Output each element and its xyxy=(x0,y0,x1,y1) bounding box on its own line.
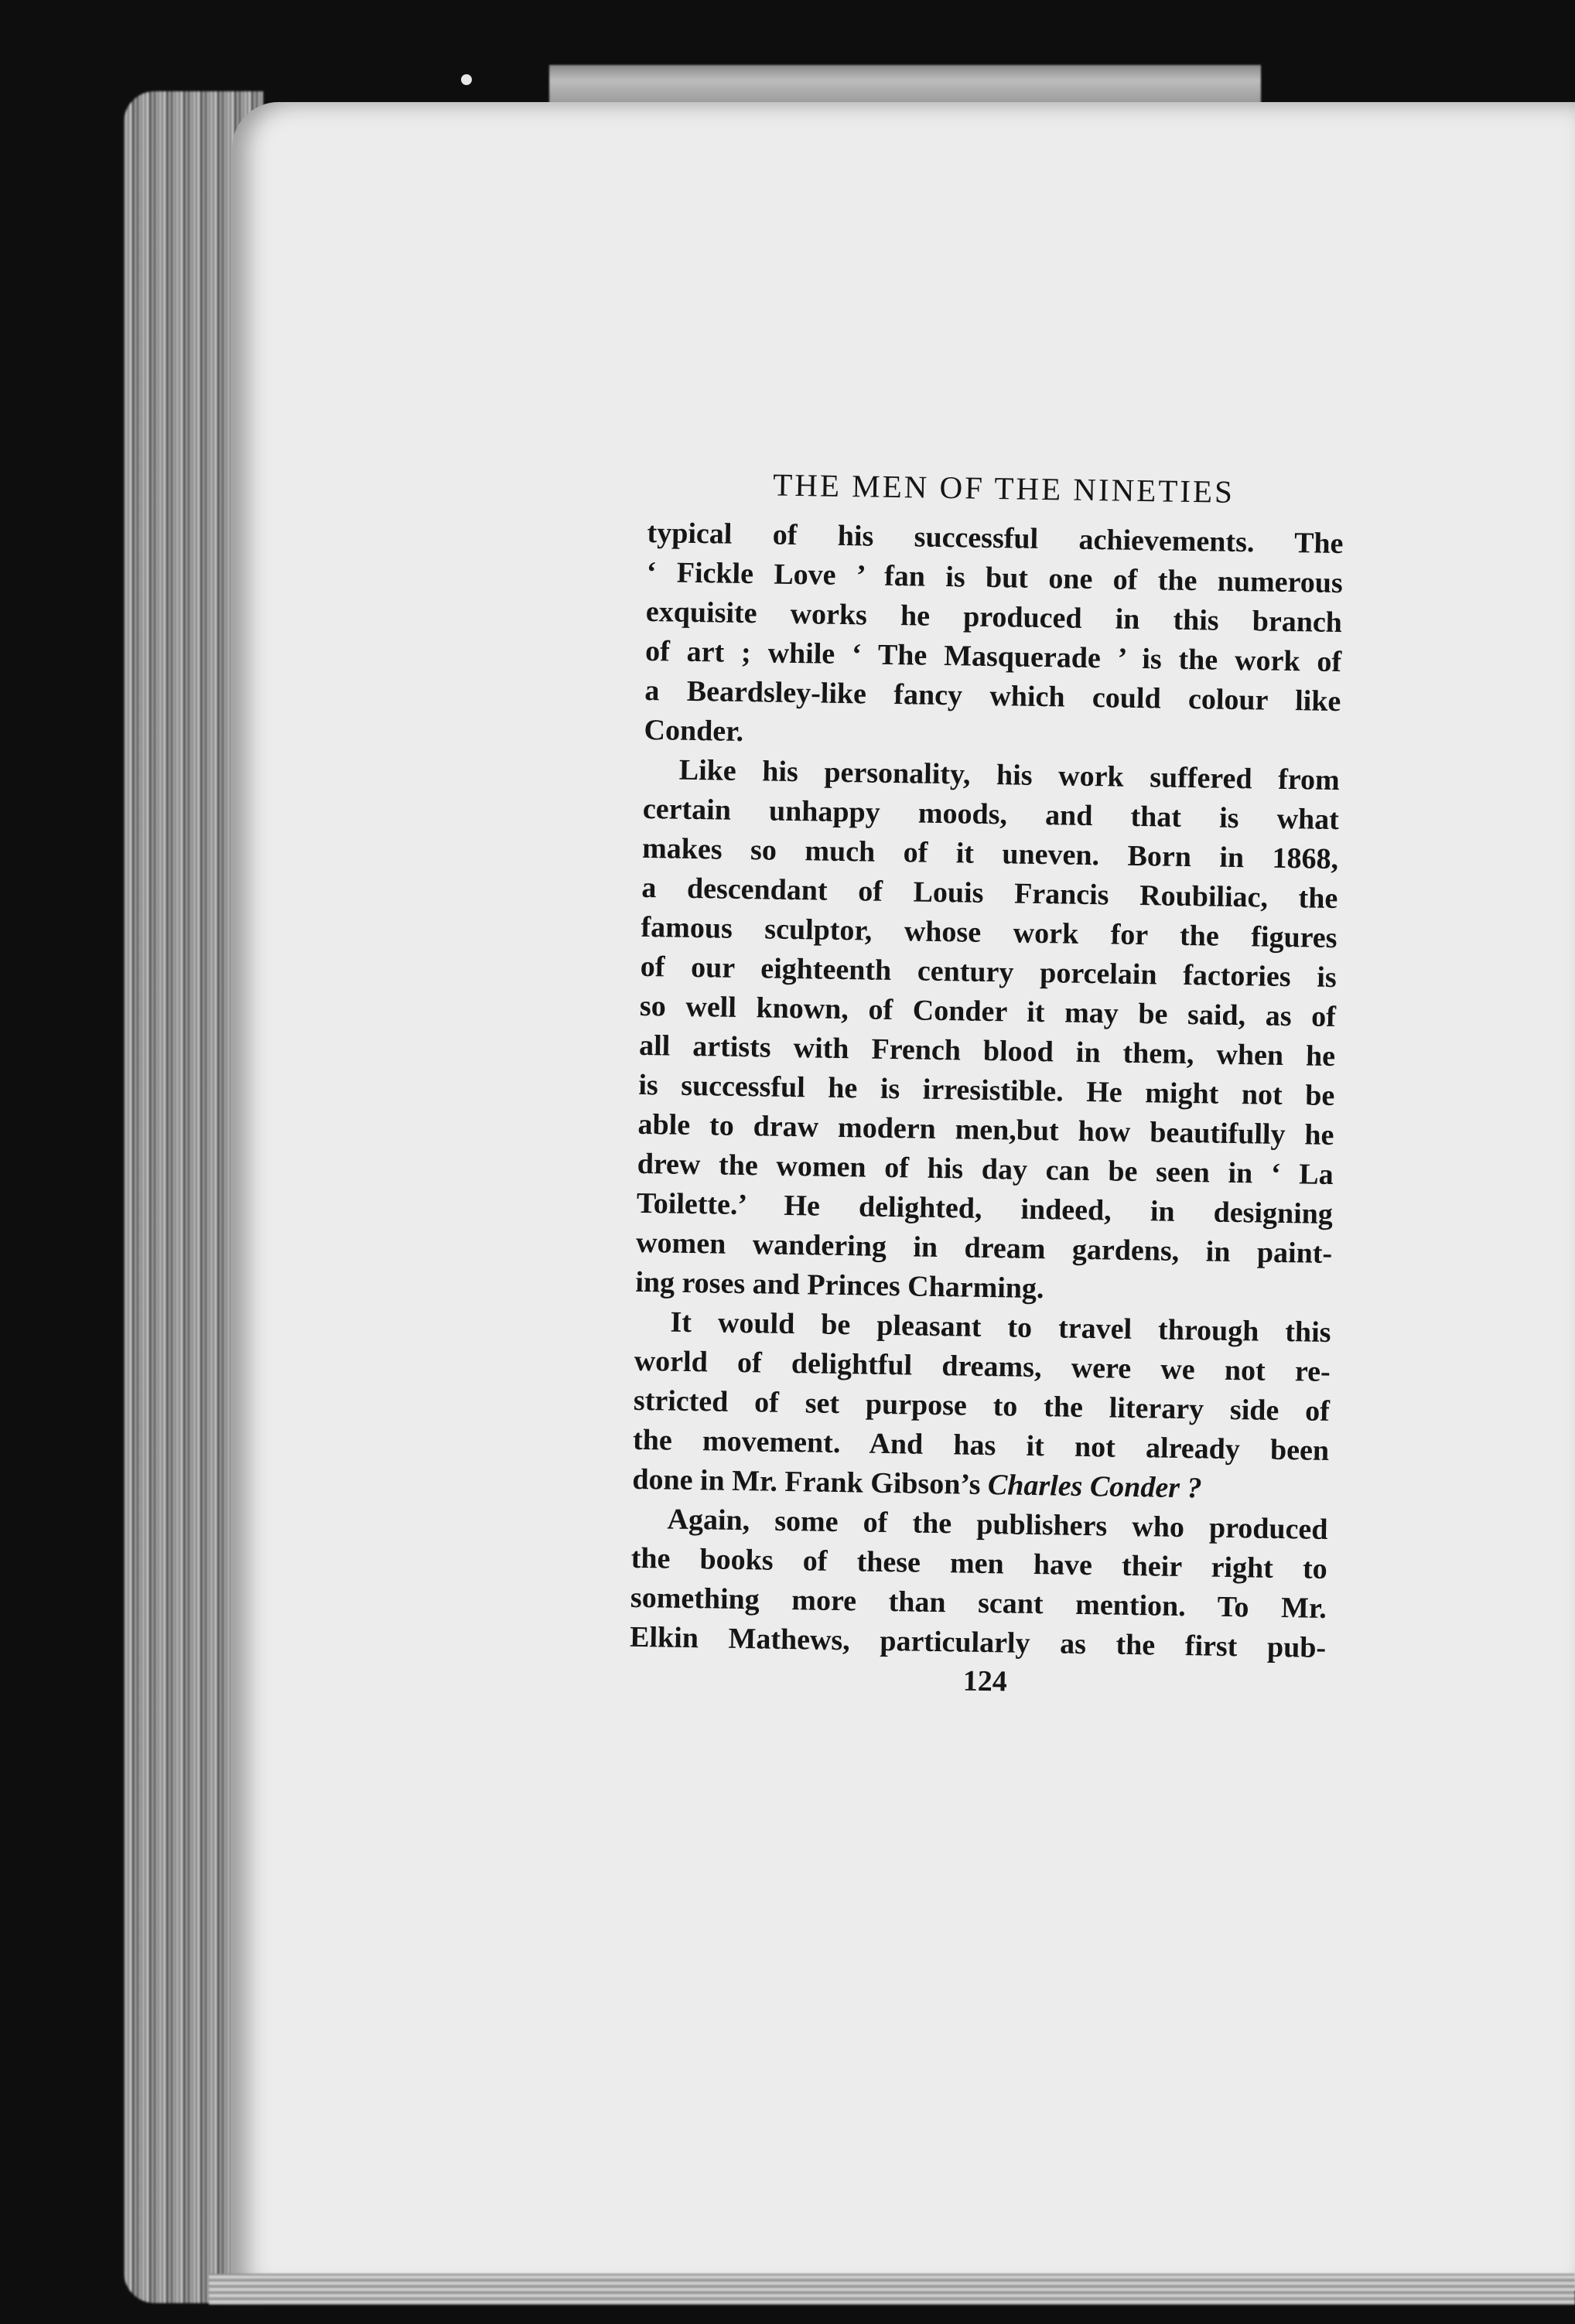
scan-artifact-dot xyxy=(461,74,472,85)
text-line: of our eighteenth century porcelain factories is xyxy=(640,950,1338,995)
text-line: Like his personality, his work suffered from xyxy=(678,753,1341,797)
paragraph-1 xyxy=(644,514,1344,761)
text-line: stricted of set purpose to the literary side of xyxy=(633,1384,1331,1428)
text-line: famous sculptor, whose work for the figures xyxy=(641,910,1338,955)
text-line: Conder. xyxy=(644,713,744,748)
text-line: of art ; while ‘ The Masquerade ’ is the work of xyxy=(644,634,1342,679)
text-line: ing roses and Princes Charming. xyxy=(635,1265,1044,1305)
running-head: THE MEN OF THE NINETIES xyxy=(772,466,1235,510)
text-line: all artists with French blood in them, when he xyxy=(638,1029,1336,1073)
text-line: makes so much of it uneven. Born in 1868, xyxy=(641,831,1339,876)
book-title-italic: Charles Conder ? xyxy=(987,1469,1202,1505)
text-line: ‘ Fickle Love ’ fan is but one of the numerous xyxy=(646,555,1344,600)
text-line: world of delightful dreams, were we not re- xyxy=(634,1344,1331,1388)
text-line: something more than scant mention. To Mr. xyxy=(630,1581,1327,1625)
text-line: a Beardsley-like fancy which could colour like xyxy=(644,674,1341,718)
paragraph-2 xyxy=(635,750,1340,1313)
text-line: so well known, of Conder it may be said, as of xyxy=(639,989,1337,1034)
text-line: Elkin Mathews, particularly as the first pub- xyxy=(629,1620,1327,1664)
text-line: Toilette.’ He delighted, indeed, in designing xyxy=(636,1186,1334,1231)
adjacent-page-strip xyxy=(549,65,1261,104)
page-number: 124 xyxy=(962,1664,1008,1698)
text-line: the movement. And has it not already been xyxy=(632,1423,1330,1467)
text-block xyxy=(629,464,1344,1704)
text-line: is successful he is irresistible. He might not be xyxy=(638,1068,1335,1113)
page-bottom-edge xyxy=(209,2274,1575,2305)
text-line: able to draw modern men,but how beautifully he xyxy=(637,1107,1334,1152)
text-line: drew the women of his day can be seen in ‘ La xyxy=(637,1147,1334,1192)
text-line: the books of these men have their right to xyxy=(630,1541,1327,1585)
text-run: done in Mr. Frank Gibson’s xyxy=(632,1462,989,1502)
text-line: certain unhappy moods, and that is what xyxy=(642,792,1340,837)
text-line: exquisite works he produced in this branch xyxy=(645,595,1343,640)
paragraph-4 xyxy=(630,1500,1328,1668)
text-line: typical of his successful achievements. The xyxy=(647,516,1344,561)
text-line: a descendant of Louis Francis Roubiliac, the xyxy=(641,871,1338,916)
text-line: Again, some of the publishers who produced xyxy=(667,1503,1328,1546)
text-line: women wandering in dream gardens, in paint- xyxy=(635,1226,1333,1271)
paragraph-3 xyxy=(632,1302,1331,1510)
text-line: It would be pleasant to travel through this xyxy=(670,1305,1331,1349)
